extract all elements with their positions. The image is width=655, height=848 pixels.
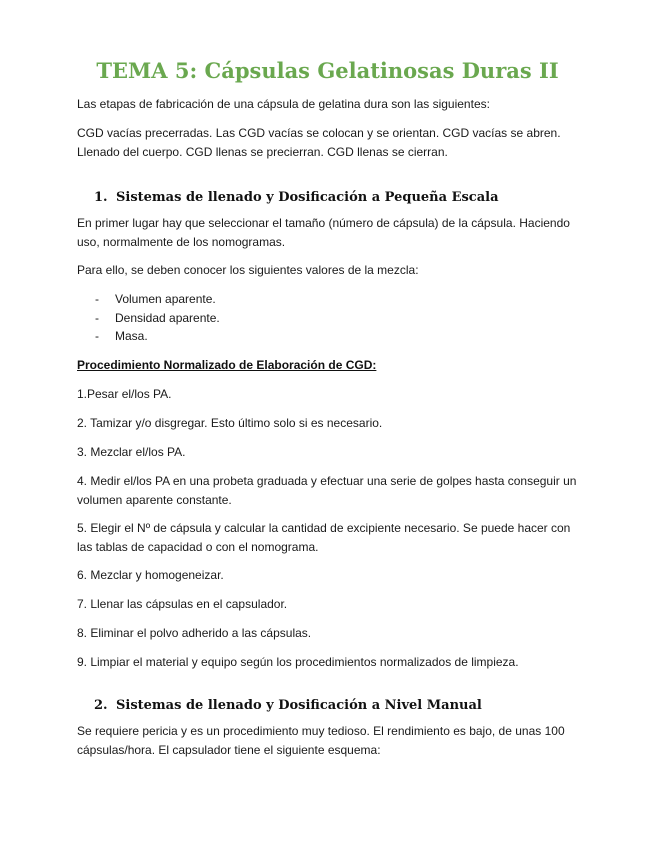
section-1-heading	[94, 188, 499, 208]
section-2-number: 2.	[94, 698, 108, 713]
mixture-values-list	[77, 290, 220, 346]
section-2-paragraph-1: Se requiere pericia y es un procedimiento muy tedioso. El rendimiento es bajo, de unas 100 cápsulas/hora. El capsulador tiene el siguiente esquema:	[77, 724, 565, 757]
list-item-text: Masa.	[115, 329, 148, 343]
procedure-step: 9. Limpiar el material y equipo según los procedimientos normalizados de limpieza.	[77, 655, 519, 669]
list-item-text: Densidad aparente.	[115, 310, 220, 325]
procedure-step: 4. Medir el/los PA en una probeta graduada y efectuar una serie de golpes hasta conseguir un volumen aparente constante.	[77, 474, 577, 507]
bullet-dash: -	[95, 292, 99, 306]
intro-paragraph: Las etapas de fabricación de una cápsula de gelatina dura son las siguientes:	[77, 97, 490, 111]
list-item	[77, 309, 220, 328]
procedure-step: 1.Pesar el/los PA.	[77, 387, 172, 401]
list-item	[77, 327, 220, 346]
section-1-number: 1.	[94, 190, 108, 205]
section-1-paragraph-1: En primer lugar hay que seleccionar el tamaño (número de cápsula) de la cápsula. Haciendo uso, normalmente de los nomogramas.	[77, 216, 570, 249]
procedure-step: 5. Elegir el Nº de cápsula y calcular la cantidad de excipiente necesario. Se puede hacer con las tablas de capacidad o con el nomograma.	[77, 521, 571, 554]
section-2-heading	[94, 696, 482, 716]
list-item-text: Volumen aparente.	[115, 292, 216, 306]
procedure-step: 8. Eliminar el polvo adherido a las cápsulas.	[77, 626, 312, 640]
procedure-heading: Procedimiento Normalizado de Elaboración de CGD:	[77, 358, 377, 372]
bullet-dash: -	[95, 329, 99, 343]
procedure-step: 6. Mezclar y homogeneizar.	[77, 568, 224, 582]
section-1-paragraph-2: Para ello, se deben conocer los siguientes valores de la mezcla:	[77, 263, 419, 277]
bullet-dash: -	[95, 310, 99, 325]
list-item	[77, 290, 220, 309]
procedure-step: 3. Mezclar el/los PA.	[77, 445, 186, 459]
stages-paragraph: CGD vacías precerradas. Las CGD vacías se colocan y se orientan. CGD vacías se abren. Llenado del cuerpo. CGD llenas se precierran. CGD llenas se cierran.	[77, 126, 561, 159]
page-title: TEMA 5: Cápsulas Gelatinosas Duras II	[96, 58, 559, 83]
procedure-step: 7. Llenar las cápsulas en el capsulador.	[77, 597, 288, 611]
section-2-title: Sistemas de llenado y Dosificación a Nivel Manual	[116, 698, 482, 713]
procedure-step: 2. Tamizar y/o disgregar. Esto último solo si es necesario.	[77, 416, 383, 430]
section-1-title: Sistemas de llenado y Dosificación a Pequeña Escala	[116, 190, 499, 205]
